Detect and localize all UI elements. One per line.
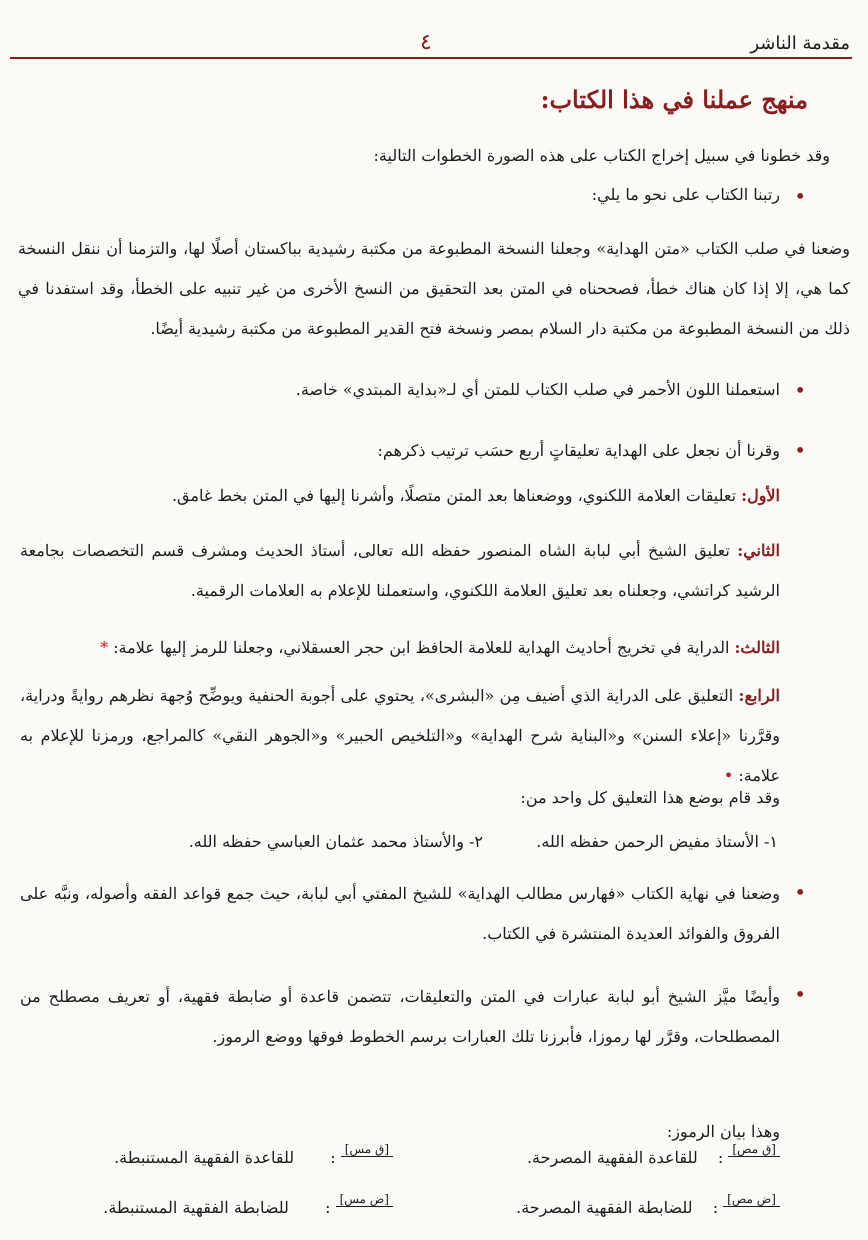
bullet-icon: • [794,982,806,1006]
author-2: ٢- والأستاذ محمد عثمان العباسي حفظه الله. [188,832,483,851]
symbol-code: [ق مص] [728,1143,780,1157]
note-first [172,488,780,504]
note-third [100,640,780,656]
header-divider [10,57,852,59]
note-fourth-text: التعليق على الدراية الذي أضيف مِن «البشرى»، يحتوي على أجوبة الحنفية ويوضِّح وُجهة نظرهم روايةً ودراية، وقرَّرنا «إعلاء السنن» و«البناية شرح الهداية» و«التلخيص الحبير» و«الجوهر النقي» كالمراجع، ورمزنا للإعلام به علامة: [20,686,780,785]
note-second [20,531,780,611]
header-title: مقدمة الناشر [750,33,850,54]
note-first-text: تعليقات العلامة اللكنوي، ووضعناها بعد المتن متصلًا، وأشرنا إليها في المتن بخط غامق. [171,486,737,505]
symbol-item: [ق مص] : للقاعدة الفقهية المصرحة. [527,1150,780,1167]
symbol-code: [ض مس] [336,1193,393,1207]
note-fourth-label: الرابع: [738,686,780,705]
authors-intro: وقد قام بوضع هذا التعليق كل واحد من: [520,788,780,807]
symbol-meaning: للقاعدة الفقهية المصرحة. [526,1148,698,1167]
symbol-meaning: للضابطة الفقهية المصرحة. [516,1198,693,1217]
paragraph-base-text: وضعنا في صلب الكتاب «متن الهداية» وجعلنا النسخة المطبوعة من مكتبة رشيدية بباكستان أصلًا لها، والتزمنا أن ننقل النسخة كما هي، إلا إذا كان هناك خطأ، فصححناه في المتن بعد التحقيق من النسخ الأخرى من غير تنبيه على الخطأ، وقد استفدنا في ذلك من النسخة المطبوعة من مكتبة دار السلام بمصر ونسخة فتح القدير المطبوعة من مكتبة رشيدية أيضًا. [18,239,850,338]
symbol-meaning: للضابطة الفقهية المستنبطة. [103,1198,289,1217]
bullet-arrange: رتبنا الكتاب على نحو ما يلي: [591,185,780,204]
bullet-icon: • [794,378,806,402]
bullet-icon: • [794,880,806,904]
note-second-label: الثاني: [737,541,780,560]
author-1: ١- الأستاذ مفيض الرحمن حفظه الله. [536,832,778,851]
bullet-icon: • [794,184,806,208]
note-third-text: الدراية في تخريج أحاديث الهداية للعلامة الحافظ ابن حجر العسقلاني، وجعلنا للرمز إليها علامة: [113,638,730,657]
symbol-item: [ق مس] : للقاعدة الفقهية المستنبطة. [114,1150,393,1167]
symbol-code: [ض مص] [723,1193,780,1207]
intro-line: وقد خطونا في سبيل إخراج الكتاب على هذه الصورة الخطوات التالية: [373,146,830,165]
page-number: ٤ [420,30,432,55]
bullet-index: وضعنا في نهاية الكتاب «فهارس مطالب الهداية» للشيخ المفتي أبي لبابة، حيث جمع قواعد الفقه وأصوله، ونبَّه على الفروق والفوائد العديدة المنتشرة في الكتاب. [20,884,780,943]
asterisk-mark: * [100,638,109,657]
bullet-notes: وقرنا أن نجعل على الهداية تعليقاتٍ أربع حسَب ترتيب ذكرهم: [377,441,780,460]
symbol-meaning: للقاعدة الفقهية المستنبطة. [114,1148,295,1167]
bullet-red-color: استعملنا اللون الأحمر في صلب الكتاب للمتن أي لـ«بداية المبتدي» خاصة. [295,380,780,399]
note-first-label: الأول: [741,486,780,505]
section-title: منهج عملنا في هذا الكتاب: [540,85,808,114]
note-third-label: الثالث: [734,638,780,657]
note-fourth [20,676,780,796]
symbol-item: [ض مص] : للضابطة الفقهية المصرحة. [516,1200,780,1217]
symbol-item: [ض مس] : للضابطة الفقهية المستنبطة. [103,1200,393,1217]
note-second-text: تعليق الشيخ أبي لبابة الشاه المنصور حفظه الله تعالى، أستاذ الحديث ومشرف قسم التخصصات بجامعة الرشيد كراتشي، وجعلناه بعد تعليق العلامة اللكنوي، واستعملنا للإعلام به العلامات الرقمية. [20,541,780,600]
bullet-marks: وأيضًا ميَّز الشيخ أبو لبابة عبارات في المتن والتعليقات، تتضمن قاعدة أو ضابطة فقهية، أو تعريف مصطلح من المصطلحات، وقرَّر لها رموزا، فأبرزنا تلك العبارات برسم الخطوط فوقها ووضع الرموز. [20,987,780,1046]
bullet-icon: • [794,438,806,462]
dot-mark: • [723,766,734,785]
symbols-intro: وهذا بيان الرموز: [666,1122,780,1141]
symbol-code: [ق مس] [341,1143,393,1157]
